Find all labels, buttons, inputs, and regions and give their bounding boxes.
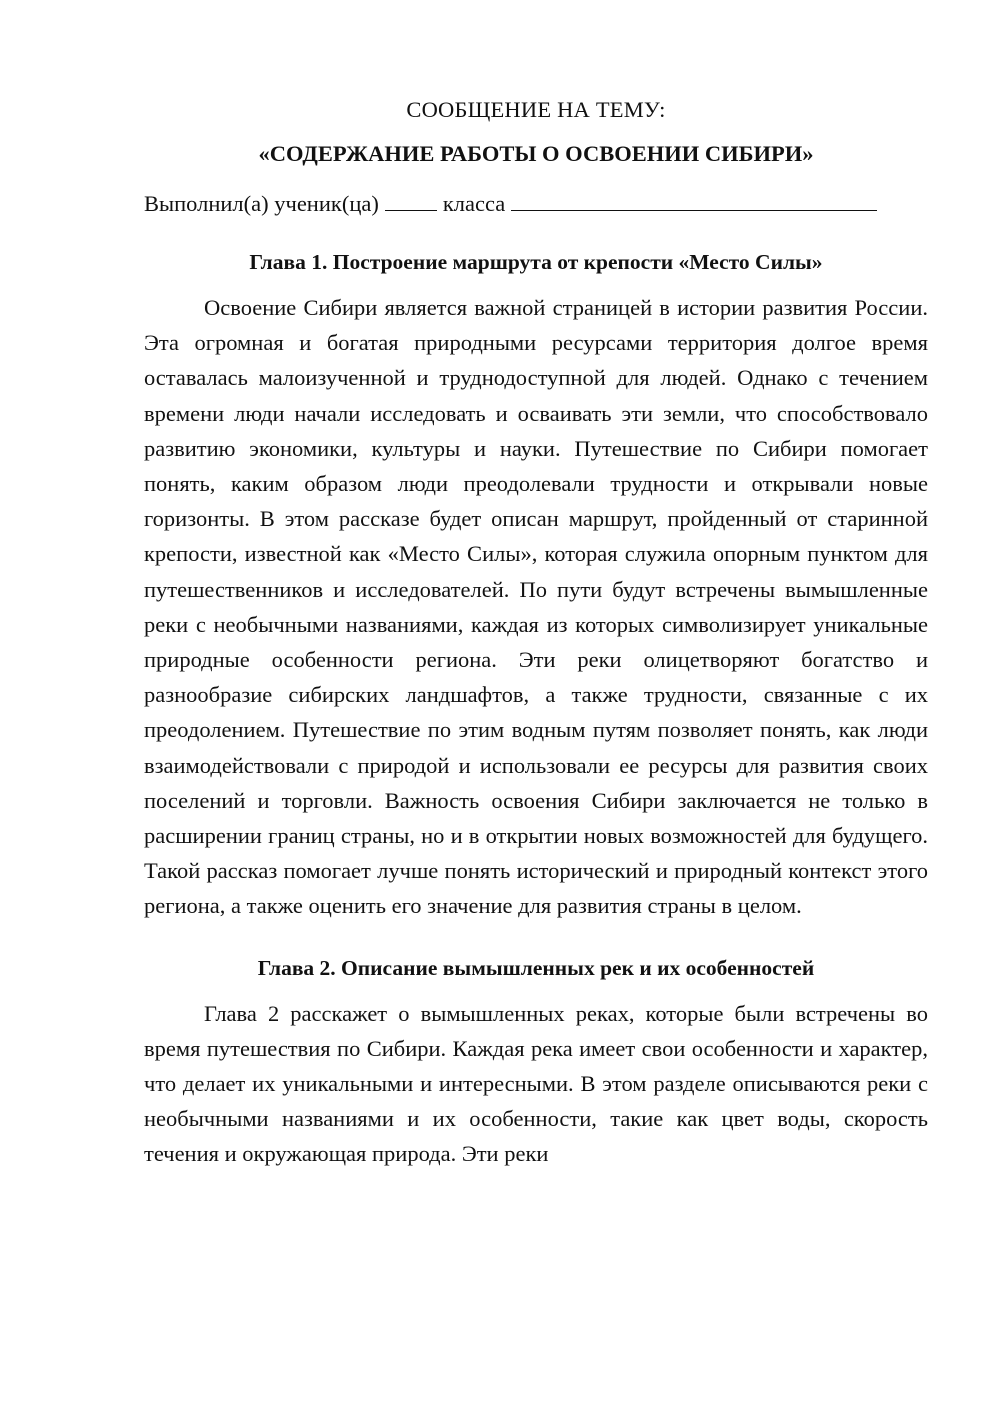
class-label: класса <box>442 191 506 216</box>
page-content <box>144 92 928 1172</box>
chapter-2-heading: Глава 2. Описание вымышленных рек и их особенностей <box>257 955 815 980</box>
chapter-2-paragraph: Глава 2 расскажет о вымышленных реках, которые были встречены во время путешествия по Сибири. Каждая река имеет свои особенности и характер, что делает их уникальными и интересными. В этом разделе описываются реки с необычными названиями и их особенности, такие как цвет воды, скорость течения и окружающая природа. Эти реки <box>144 1000 928 1167</box>
chapter-1-heading: Глава 1. Построение маршрута от крепости «Место Силы» <box>249 250 823 274</box>
document-subtitle: «СОДЕРЖАНИЕ РАБОТЫ О ОСВОЕНИИ СИБИРИ» <box>258 141 814 166</box>
chapter-1-paragraph: Освоение Сибири является важной страницей в истории развития России. Эта огромная и богатая природными ресурсами территория долгое время оставалась малоизученной и труднодоступной для людей. Однако с течением времени люди начали исследовать и осваивать эти земли, что способствовало развитию экономики, культуры и науки. Путешествие по Сибири помогает понять, каким образом люди преодолевали трудности и открывали новые горизонты. В этом рассказе будет описан маршрут, пройденный от старинной крепости, известной как «Место Силы», которая служила опорным пунктом для путешественников и исследователей. По пути будут встречены вымышленные реки с необычными названиями, каждая из которых символизирует уникальные природные особенности региона. Эти реки олицетворяют богатство и разнообразие сибирских ландшафтов, а также трудности, связанные с их преодолением. Путешествие по этим водным путям позволяет понять, как люди взаимодействовали с природой и использовали ее ресурсы для развития своих поселений и торговли. Важность освоения Сибири заключается не только в расширении границ страны, но и в открытии новых возможностей для будущего. Такой рассказ помогает лучше понять исторический и природный контекст этого региона, а также оценить его значение для развития страны в целом. <box>144 295 928 919</box>
student-name-blank <box>511 186 877 211</box>
author-prefix: Выполнил(а) ученик(ца) <box>144 191 379 216</box>
class-number-blank <box>385 186 437 211</box>
document-title: СООБЩЕНИЕ НА ТЕМУ: <box>406 97 666 122</box>
author-line <box>144 186 928 222</box>
